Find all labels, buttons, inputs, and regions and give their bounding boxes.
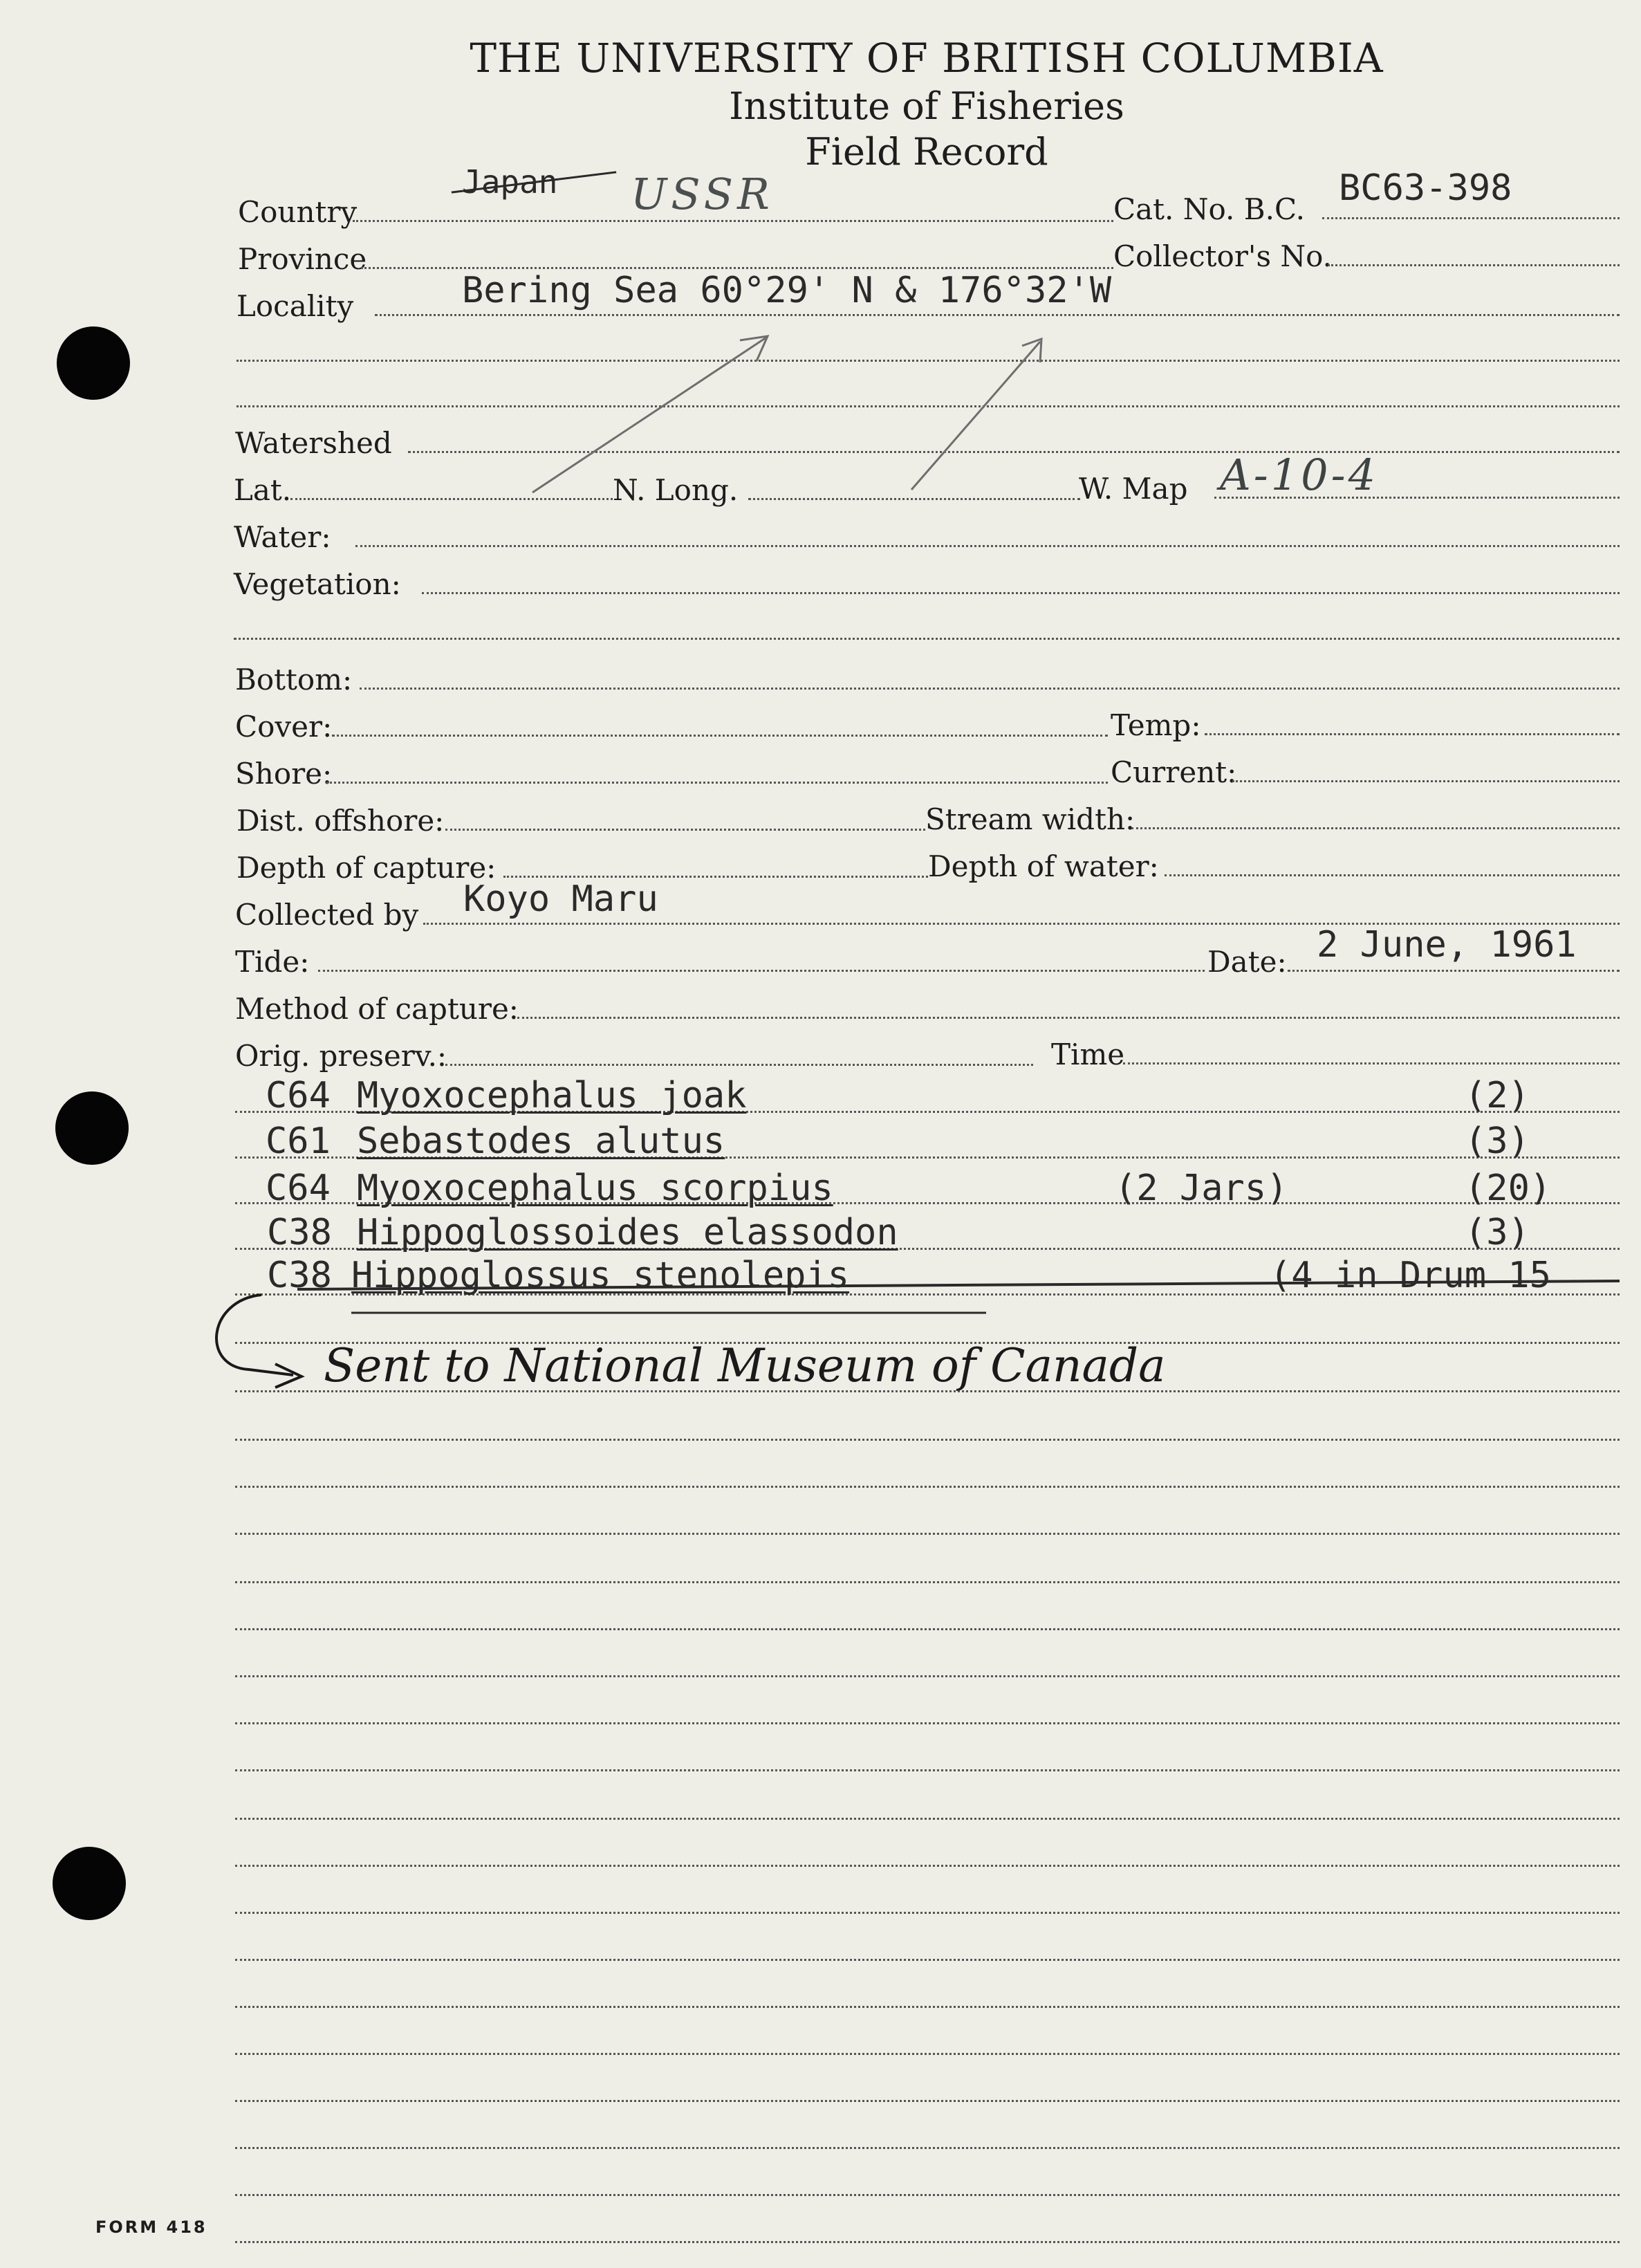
watershed-label: Watershed (235, 426, 392, 460)
pencil-arrow-long (911, 339, 1041, 490)
orig-preserv-label: Orig. preserv.: (235, 1039, 447, 1073)
temp-label: Temp: (1111, 708, 1201, 742)
country-label: Country (238, 195, 358, 229)
specimen-name: Hippoglossus stenolepis (351, 1255, 850, 1296)
collectors-no-label: Collector's No. (1113, 239, 1333, 273)
specimen-name: Sebastodes alutus (357, 1121, 725, 1162)
country-struck-value: Japan (462, 163, 558, 201)
specimen-strikethrough (297, 1281, 1620, 1289)
map-value: A-10-4 (1220, 450, 1379, 500)
specimen-code: C61 (266, 1121, 331, 1162)
tide-label: Tide: (235, 945, 310, 979)
current-label: Current: (1111, 755, 1237, 789)
dist-offshore-label: Dist. offshore: (237, 804, 445, 838)
specimen-code: C64 (266, 1168, 331, 1209)
lat-label: Lat. (234, 473, 292, 507)
specimen-name: Myoxocephalus scorpius (357, 1168, 833, 1209)
date-label: Date: (1207, 945, 1287, 979)
method-label: Method of capture: (235, 992, 519, 1026)
depth-capture-label: Depth of capture: (237, 851, 497, 885)
water-label: Water: (234, 520, 331, 554)
n-long-label: N. Long. (613, 473, 739, 507)
form-number: FORM 418 (95, 2218, 207, 2237)
collected-by-label: Collected by (235, 898, 419, 932)
specimen-count: (3) (1465, 1121, 1530, 1162)
specimen-count: (20) (1465, 1168, 1552, 1209)
depth-water-label: Depth of water: (928, 849, 1159, 883)
institute-title: Institute of Fisheries (729, 84, 1124, 128)
locality-label: Locality (237, 289, 354, 323)
specimen-name: Hippoglossoides elassodon (357, 1212, 898, 1253)
specimen-count: (3) (1465, 1212, 1530, 1253)
specimen-code: C64 (266, 1075, 331, 1116)
locality-value: Bering Sea 60°29' N & 176°32'W (462, 270, 1112, 311)
specimen-note: (2 Jars) (1115, 1168, 1288, 1209)
date-value: 2 June, 1961 (1317, 924, 1577, 966)
specimen-count: (4 in Drum 15 (1270, 1255, 1551, 1296)
w-map-label: W. Map (1079, 472, 1188, 506)
cat-no-label: Cat. No. B.C. (1113, 192, 1305, 226)
shore-label: Shore: (235, 757, 333, 791)
time-label: Time (1051, 1038, 1125, 1071)
specimen-code: C38 (267, 1255, 332, 1296)
collected-by-value: Koyo Maru (463, 878, 658, 920)
province-label: Province (238, 242, 367, 276)
handwritten-note: Sent to National Museum of Canada (324, 1339, 1166, 1392)
stream-width-label: Stream width: (925, 802, 1135, 836)
bracket-arrow (216, 1295, 293, 1375)
cover-label: Cover: (235, 710, 333, 744)
pencil-arrow-lat (532, 336, 768, 492)
cat-no-value: BC63-398 (1339, 167, 1512, 209)
country-handwritten-value: USSR (631, 169, 774, 219)
bottom-label: Bottom: (235, 663, 353, 697)
record-title: Field Record (805, 130, 1048, 174)
specimen-name: Myoxocephalus joak (357, 1075, 747, 1116)
specimen-code: C38 (267, 1212, 332, 1253)
specimen-count: (2) (1465, 1075, 1530, 1116)
university-title: THE UNIVERSITY OF BRITISH COLUMBIA (470, 35, 1384, 82)
vegetation-label: Vegetation: (234, 567, 401, 601)
